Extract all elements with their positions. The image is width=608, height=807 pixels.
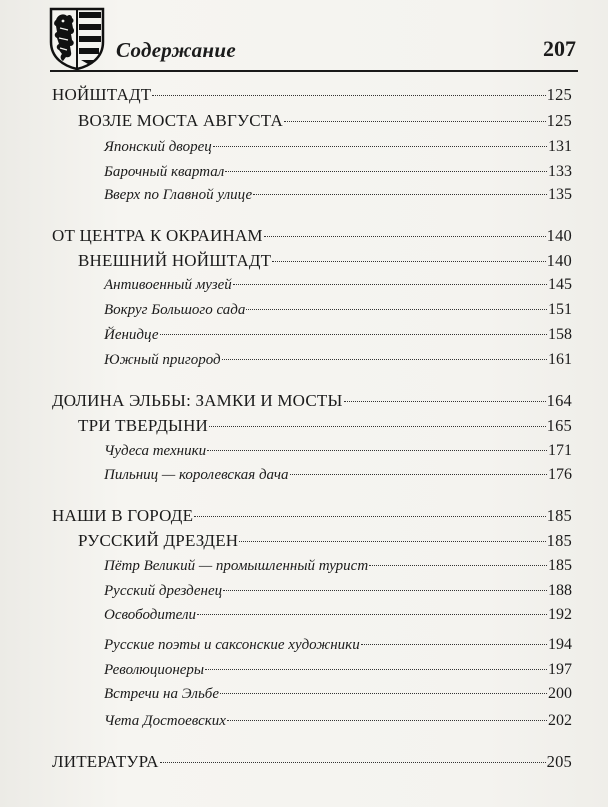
toc-dot-leader [223, 590, 547, 591]
toc-entry [104, 326, 572, 344]
toc-dot-leader [246, 309, 547, 310]
toc-entry [78, 416, 572, 436]
toc-entry-title: Русские поэты и саксонские художники [104, 637, 360, 653]
toc-entry-title: ВОЗЛЕ МОСТА АВГУСТА [78, 111, 283, 130]
toc-dot-leader [209, 426, 546, 427]
toc-entry [104, 712, 572, 730]
toc-entry-page: 185 [546, 506, 572, 525]
toc-entry [104, 351, 572, 369]
toc-entry-title: ТРИ ТВЕРДЫНИ [78, 416, 209, 435]
toc-entry-title: Чудеса техники [104, 443, 207, 459]
toc-entry [78, 251, 572, 271]
toc-entry-page: 188 [548, 582, 572, 599]
toc-entry-page: 185 [546, 531, 572, 550]
toc-entry-page: 192 [548, 606, 572, 623]
toc-entry-title: Антивоенный музей [104, 277, 232, 293]
toc-entry [104, 661, 572, 679]
toc-entry-title: Чета Достоевских [104, 713, 226, 729]
toc-entry-page: 164 [546, 391, 572, 410]
toc-entry-title: ОТ ЦЕНТРА К ОКРАИНАМ [52, 226, 263, 245]
toc-dot-leader [272, 261, 545, 262]
toc-entry-title: НОЙШТАДТ [52, 85, 152, 104]
toc-entry-page: 140 [546, 251, 572, 270]
toc-dot-leader [290, 474, 547, 475]
toc-entry [52, 506, 572, 526]
toc-entry [104, 442, 572, 460]
toc-dot-leader [194, 516, 545, 517]
toc-entry-title: Южный пригород [104, 352, 221, 368]
toc-dot-leader [160, 762, 546, 763]
toc-entry [104, 276, 572, 294]
toc-entry [104, 606, 572, 624]
toc-entry-title: ДОЛИНА ЭЛЬБЫ: ЗАМКИ И МОСТЫ [52, 391, 343, 410]
toc-entry-page: 135 [548, 186, 572, 203]
toc-entry-title: Вокруг Большого сада [104, 302, 246, 318]
toc-entry [52, 391, 572, 411]
toc-entry [104, 685, 572, 703]
toc-dot-leader [344, 401, 546, 402]
toc-dot-leader [205, 669, 547, 670]
toc-entry-page: 125 [546, 85, 572, 104]
toc-dot-leader [152, 95, 545, 96]
toc-entry-page: 171 [548, 442, 572, 459]
toc-entry-page: 133 [548, 163, 572, 180]
toc-entry-title: ЛИТЕРАТУРА [52, 752, 159, 771]
toc-entry-title: Пильниц — королевская дача [104, 467, 289, 483]
toc-dot-leader [284, 121, 546, 122]
toc-entry-page: 161 [548, 351, 572, 368]
toc-dot-leader [225, 171, 547, 172]
toc-dot-leader [213, 146, 547, 147]
header-page-number: 207 [543, 36, 576, 61]
toc-entry-page: 131 [548, 138, 572, 155]
toc-entry [104, 138, 572, 156]
toc-entry [52, 752, 572, 772]
toc-entry-title: Йенидце [104, 327, 159, 343]
toc-entry-title: НАШИ В ГОРОДЕ [52, 506, 194, 525]
toc-entry [78, 531, 572, 551]
toc-entry-page: 197 [548, 661, 572, 678]
header-title: Содержание [116, 38, 236, 62]
toc-entry-page: 151 [548, 301, 572, 318]
toc-dot-leader [361, 644, 547, 645]
toc-entry-title: ВНЕШНИЙ НОЙШТАДТ [78, 251, 272, 270]
toc-entry-page: 158 [548, 326, 572, 343]
toc-entry-page: 200 [548, 685, 572, 702]
toc-entry-page: 185 [548, 557, 572, 574]
toc-entry-title: Встречи на Эльбе [104, 686, 219, 702]
toc-entry [104, 301, 572, 319]
toc-dot-leader [207, 450, 547, 451]
toc-entry [104, 582, 572, 600]
toc-dot-leader [222, 359, 547, 360]
toc-entry-page: 176 [548, 466, 572, 483]
toc-entry-title: Пётр Великий — промышленный турист [104, 558, 369, 574]
toc-entry-page: 205 [546, 752, 572, 771]
toc-entry-title: Вверх по Главной улице [104, 187, 253, 203]
toc-entry-page: 125 [546, 111, 572, 130]
toc-entry-title: Революционеры [104, 662, 205, 678]
toc-entry [104, 557, 572, 575]
toc-dot-leader [220, 693, 547, 694]
toc-entry-title: Барочный квартал [104, 164, 225, 180]
toc-entry [52, 85, 572, 105]
toc-entry-page: 202 [548, 712, 572, 729]
toc-dot-leader [197, 614, 547, 615]
toc-entry-title: Русский дрезденец [104, 583, 223, 599]
toc-entry-page: 145 [548, 276, 572, 293]
toc-entry-page: 165 [546, 416, 572, 435]
toc-entry-title: Японский дворец [104, 139, 212, 155]
toc-entry [104, 163, 572, 181]
toc-dot-leader [369, 565, 547, 566]
toc-dot-leader [253, 194, 547, 195]
toc-entry [104, 636, 572, 654]
toc-entry [78, 111, 572, 131]
toc-dot-leader [227, 720, 547, 721]
toc-entry [52, 226, 572, 246]
toc-entry-page: 140 [546, 226, 572, 245]
toc-entry-title: Освободители [104, 607, 196, 623]
toc-entry-title: РУССКИЙ ДРЕЗДЕН [78, 531, 239, 550]
toc-dot-leader [233, 284, 547, 285]
toc-entry [104, 186, 572, 204]
toc-entry-page: 194 [548, 636, 572, 653]
toc-dot-leader [264, 236, 546, 237]
toc-dot-leader [239, 541, 545, 542]
toc-entry [104, 466, 572, 484]
toc-dot-leader [160, 334, 547, 335]
